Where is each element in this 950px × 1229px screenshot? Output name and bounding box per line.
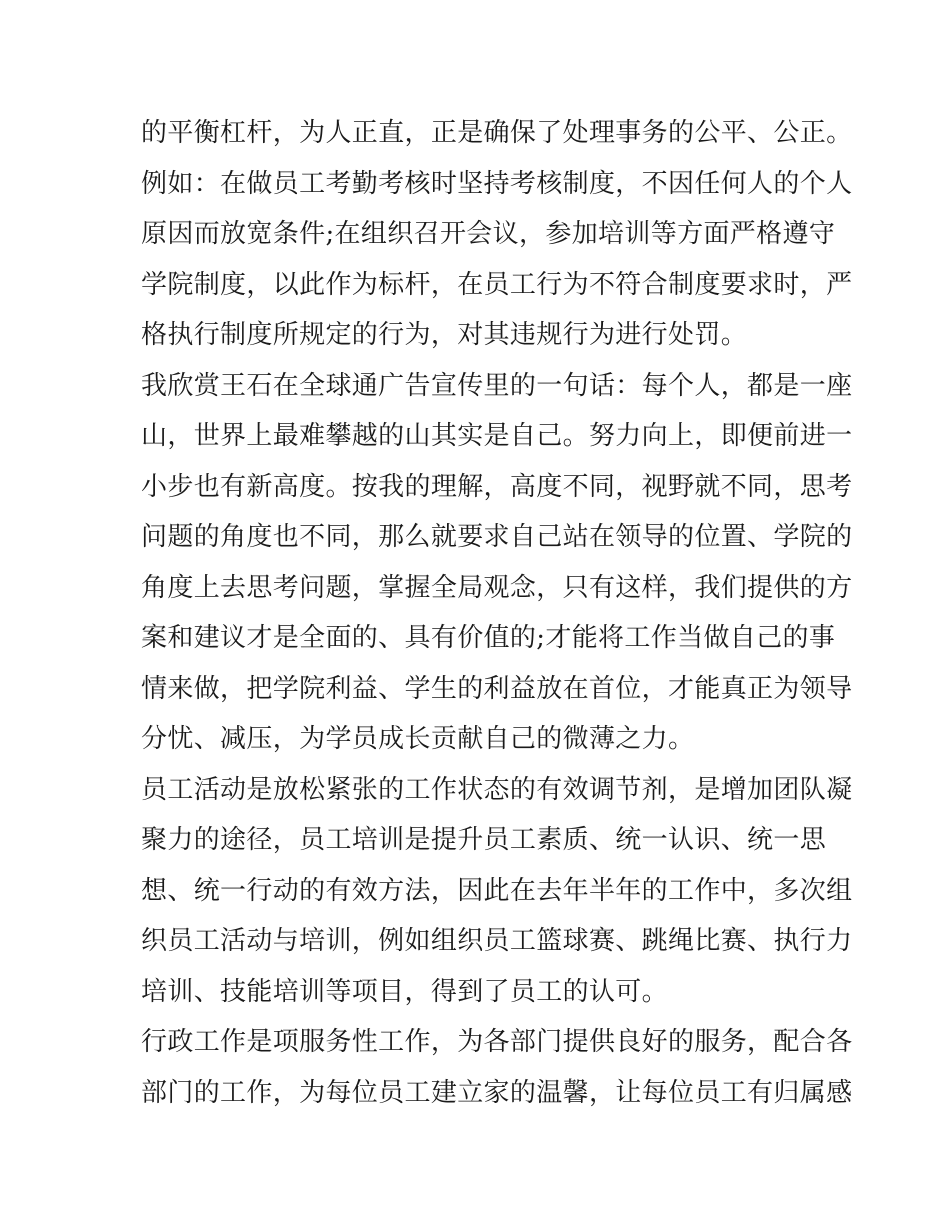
text-line: 员工活动是放松紧张的工作状态的有效调节剂，是增加团队凝: [141, 774, 853, 805]
text-line: 分忧、减压，为学员成长贡献自己的微薄之力。: [141, 724, 695, 754]
text-line: 情来做，把学院利益、学生的利益放在首位，才能真正为领导: [141, 673, 853, 704]
text-line: 培训、技能培训等项目，得到了员工的认可。: [141, 976, 669, 1007]
text-line: 聚力的途径，员工培训是提升员工素质、统一认识、统一思: [141, 825, 827, 855]
text-line: 我欣赏王石在全球通广告宣传里的一句话：每个人，都是一座: [141, 370, 853, 401]
text-line: 格执行制度所规定的行为，对其违规行为进行处罚。: [141, 320, 748, 350]
text-line: 山，世界上最难攀越的山其实是自己。努力向上，即便前进一: [141, 421, 853, 451]
text-line: 想、统一行动的有效方法，因此在去年半年的工作中，多次组: [141, 875, 853, 906]
text-line: 例如：在做员工考勤考核时坚持考核制度，不因任何人的个人: [141, 168, 853, 199]
text-line: 问题的角度也不同，那么就要求自己站在领导的位置、学院的: [141, 522, 853, 552]
text-line: 织员工活动与培训，例如组织员工篮球赛、跳绳比赛、执行力: [141, 926, 853, 956]
text-line: 部门的工作，为每位员工建立家的温馨，让每位员工有归属感: [141, 1077, 853, 1108]
text-line: 行政工作是项服务性工作，为各部门提供良好的服务，配合各: [141, 1027, 853, 1057]
text-line: 学院制度，以此作为标杆，在员工行为不符合制度要求时，严: [141, 269, 853, 300]
text-line: 的平衡杠杆，为人正直，正是确保了处理事务的公平、公正。: [141, 118, 853, 148]
body-text: [141, 108, 853, 1118]
text-line: 案和建议才是全面的、具有价值的;才能将工作当做自己的事: [141, 623, 836, 653]
text-line: 原因而放宽条件;在组织召开会议，参加培训等方面严格遵守: [141, 219, 836, 249]
text-line: 角度上去思考问题，掌握全局观念，只有这样，我们提供的方: [141, 572, 853, 603]
text-line: 小步也有新高度。按我的理解，高度不同，视野就不同，思考: [141, 471, 853, 502]
